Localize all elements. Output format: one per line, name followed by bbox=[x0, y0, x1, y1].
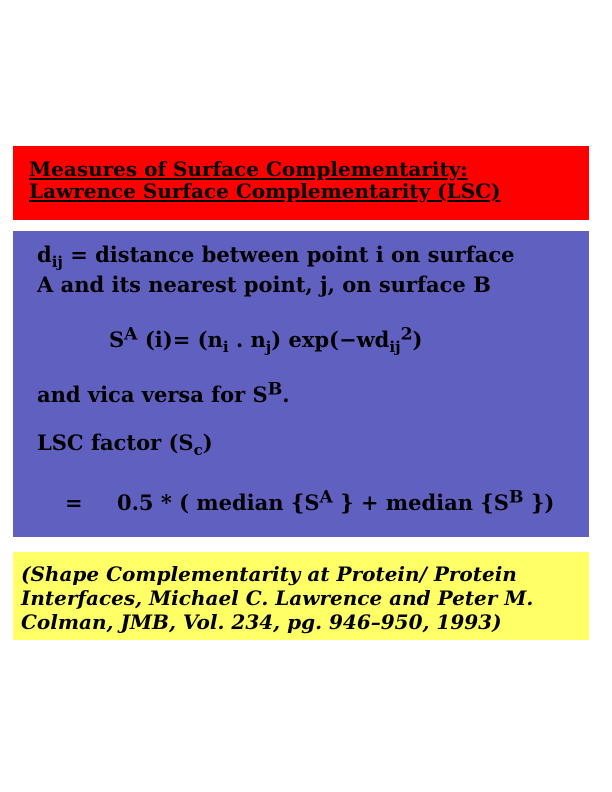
vice-versa-line: and vica versa for $S^B$. bbox=[37, 379, 290, 407]
distance-definition-line-1: $d_{ij}$ = distance between point i on surface bbox=[37, 242, 515, 271]
distance-definition-line-2: A and its nearest point, j, on surface B bbox=[37, 272, 491, 297]
citation-line-3: Colman, JMB, Vol. 234, pg. 946–950, 1993) bbox=[21, 610, 502, 634]
lsc-factor-line: LSC factor $(S_c)$ bbox=[37, 430, 213, 459]
title-line-1: Measures of Surface Complementarity: bbox=[29, 157, 468, 181]
definition-panel bbox=[13, 231, 589, 537]
median-formula: 0.5 * ( median {$S^A$ } + median {$S^B$ }) bbox=[117, 487, 555, 515]
sa-formula: $S^A$ $(i)= (n_i$ . $n_j$) $\exp(-wd_{ij}^2)$ bbox=[109, 324, 423, 356]
citation-panel bbox=[13, 552, 589, 640]
median-equals-sign: = bbox=[65, 490, 83, 515]
citation-line-1: (Shape Complementarity at Protein/ Protein bbox=[21, 562, 517, 586]
title-banner bbox=[13, 146, 589, 220]
title-line-2: Lawrence Surface Complementarity (LSC) bbox=[29, 179, 501, 203]
citation-line-2: Interfaces, Michael C. Lawrence and Peter M. bbox=[21, 586, 534, 610]
